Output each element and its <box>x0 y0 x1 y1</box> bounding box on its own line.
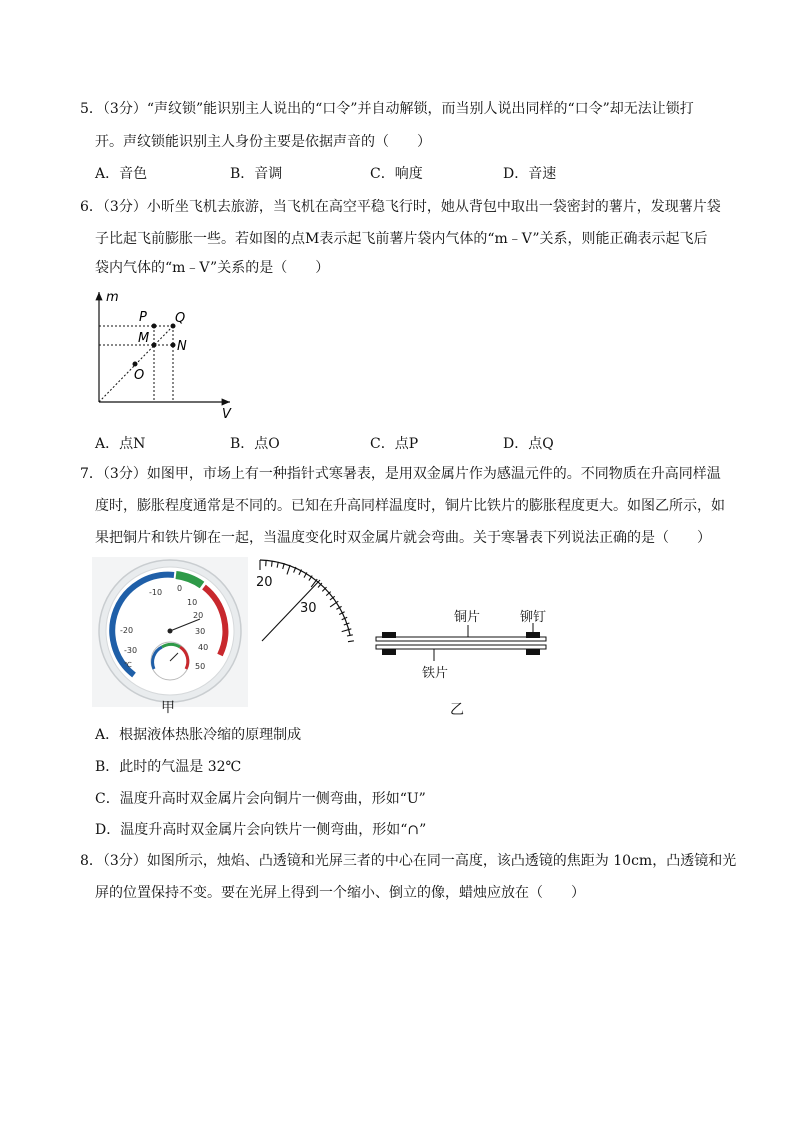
q6-option-a[interactable]: A．点N <box>95 436 146 452</box>
tick-0: 0 <box>177 584 183 593</box>
thermometer-dial-figure <box>92 557 248 707</box>
q6-option-c[interactable]: C．点P <box>370 436 419 452</box>
scale-tick <box>348 641 354 642</box>
q5-line2: 开。声纹锁能识别主人身份主要是依据声音的（ ） <box>95 134 431 150</box>
caption-yi: 乙 <box>450 702 464 718</box>
x-axis-label: V <box>222 407 231 422</box>
tick-50: 50 <box>195 662 206 671</box>
point-n <box>171 343 176 348</box>
tick-20: 20 <box>193 611 204 620</box>
q6-option-d[interactable]: D．点Q <box>503 436 554 452</box>
label-q: Q <box>175 311 186 326</box>
scale-tick <box>272 561 273 567</box>
tick-minus10: -10 <box>149 588 163 597</box>
bimetallic-strip-figure <box>372 605 550 685</box>
q7-option-a[interactable]: A．根据液体热胀冷缩的原理制成 <box>95 727 302 743</box>
label-o: O <box>134 368 145 383</box>
celsius-mark: ℃ <box>124 661 132 669</box>
scale-tick <box>342 629 352 632</box>
q5-option-c[interactable]: C．响度 <box>370 166 423 182</box>
q6-line1: 6．（3分）小昕坐飞机去旅游，当飞机在高空平稳飞行时，她从背包中取出一袋密封的薯片，发现薯片袋 <box>80 199 721 215</box>
scale-tick <box>347 635 353 636</box>
rivet-left-top <box>382 632 396 638</box>
point-p <box>152 324 157 329</box>
tick-30: 30 <box>195 627 206 636</box>
q7-option-c[interactable]: C．温度升高时双金属片会向铜片一侧弯曲，形如“U” <box>95 791 426 807</box>
scale-tick <box>277 562 278 568</box>
label-n: N <box>177 339 187 354</box>
rivet-right-bottom <box>526 649 540 655</box>
scale-label-20: 20 <box>256 575 273 590</box>
tick-minus20: -20 <box>120 626 134 635</box>
point-o <box>133 362 138 367</box>
label-iron: 铁片 <box>422 666 449 681</box>
tick-10: 10 <box>187 598 198 607</box>
q5-line1: 5．（3分）“声纹锁”能识别主人说出的“口令”并自动解锁，而当别人说出同样的“口令”却无法让锁打 <box>80 101 694 117</box>
q6-line2: 子比起飞前膨胀一些。若如图的点M表示起飞前薯片袋内气体的“m﹣V”关系，则能正确表示起飞后 <box>95 231 708 247</box>
q5-option-a[interactable]: A．音色 <box>95 166 148 182</box>
rivet-right-top <box>526 632 540 638</box>
q8-line1: 8．（3分）如图所示，烛焰、凸透镜和光屏三者的中心在同一高度，该凸透镜的焦距为 10cm，凸透镜和光 <box>80 853 737 869</box>
rivet-left-bottom <box>382 649 396 655</box>
m-v-graph <box>90 288 250 426</box>
y-axis-label: m <box>106 290 119 305</box>
q7-line1: 7．（3分）如图甲，市场上有一种指针式寒暑表，是用双金属片作为感温元件的。不同物质在升高同样温 <box>80 466 721 482</box>
q6-option-b[interactable]: B．点O <box>230 436 280 452</box>
label-m: M <box>138 331 150 346</box>
q6-line3: 袋内气体的“m﹣V”关系的是（ ） <box>95 260 330 276</box>
tick-minus30: -30 <box>124 646 138 655</box>
tick-40: 40 <box>198 643 209 652</box>
point-m <box>152 343 157 348</box>
q7-line3: 果把铜片和铁片铆在一起，当温度变化时双金属片就会弯曲。关于寒暑表下列说法正确的是（ ） <box>95 530 711 546</box>
scale-tick <box>283 563 285 569</box>
caption-jia: 甲 <box>161 700 175 716</box>
q5-option-d[interactable]: D．音速 <box>503 166 557 182</box>
q7-option-b[interactable]: B．此时的气温是 32℃ <box>95 759 242 775</box>
label-copper: 铜片 <box>454 610 481 625</box>
q7-option-d[interactable]: D．温度升高时双金属片会向铁片一侧弯曲，形如“∩” <box>95 822 427 838</box>
q5-option-b[interactable]: B．音调 <box>230 166 283 182</box>
q7-line2: 度时，膨胀程度通常是不同的。已知在升高同样温度时，铜片比铁片的膨胀程度更大。如图乙所示，如 <box>95 498 725 514</box>
scale-label-30: 30 <box>300 601 317 616</box>
q8-line2: 屏的位置保持不变。要在光屏上得到一个缩小、倒立的像，蜡烛应放在（ ） <box>95 885 585 901</box>
scale-tick <box>287 565 290 575</box>
label-rivet: 铆钉 <box>520 610 547 625</box>
label-p: P <box>139 310 147 325</box>
dial-scale-figure <box>250 555 360 645</box>
